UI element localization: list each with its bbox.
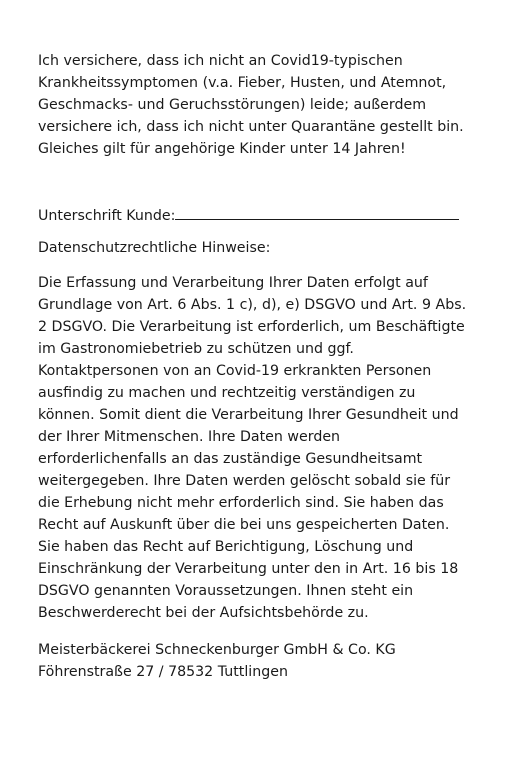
privacy-line: ausfindig zu machen und rechtzeitig verständigen zu bbox=[38, 385, 416, 401]
privacy-notice bbox=[38, 272, 488, 624]
privacy-line: die Erhebung nicht mehr erforderlich sind. Sie haben das bbox=[38, 495, 444, 511]
signature-label: Unterschrift Kunde: bbox=[38, 208, 176, 224]
privacy-line: können. Somit dient die Verarbeitung Ihrer Gesundheit und bbox=[38, 407, 459, 423]
privacy-line: Die Erfassung und Verarbeitung Ihrer Daten erfolgt auf bbox=[38, 275, 428, 291]
health-declaration bbox=[38, 50, 488, 160]
declaration-line: Krankheitssymptomen (v.a. Fieber, Husten, und Atemnot, bbox=[38, 75, 447, 91]
declaration-line: Ich versichere, dass ich nicht an Covid19-typischen bbox=[38, 53, 403, 69]
privacy-heading: Datenschutzrechtliche Hinweise: bbox=[38, 240, 271, 256]
privacy-line: Beschwerderecht bei der Aufsichtsbehörde zu. bbox=[38, 605, 369, 621]
signature-line bbox=[175, 205, 459, 220]
declaration-line: Gleiches gilt für angehörige Kinder unter 14 Jahren! bbox=[38, 141, 406, 157]
privacy-line: Grundlage von Art. 6 Abs. 1 c), d), e) DSGVO und Art. 9 Abs. bbox=[38, 297, 467, 313]
company-address: Föhrenstraße 27 / 78532 Tuttlingen bbox=[38, 664, 288, 680]
privacy-line: Sie haben das Recht auf Berichtigung, Löschung und bbox=[38, 539, 414, 555]
privacy-line: der Ihrer Mitmenschen. Ihre Daten werden bbox=[38, 429, 341, 445]
declaration-line: Geschmacks- und Geruchsstörungen) leide; außerdem bbox=[38, 97, 427, 113]
company-footer bbox=[38, 639, 488, 683]
declaration-line: versichere ich, dass ich nicht unter Quarantäne gestellt bin. bbox=[38, 119, 464, 135]
privacy-line: 2 DSGVO. Die Verarbeitung ist erforderlich, um Beschäftigte bbox=[38, 319, 465, 335]
company-name: Meisterbäckerei Schneckenburger GmbH & Co. KG bbox=[38, 642, 396, 658]
privacy-line: DSGVO genannten Voraussetzungen. Ihnen steht ein bbox=[38, 583, 414, 599]
privacy-line: Einschränkung der Verarbeitung unter den in Art. 16 bis 18 bbox=[38, 561, 459, 577]
privacy-line: Recht auf Auskunft über die bei uns gespeicherten Daten. bbox=[38, 517, 450, 533]
privacy-line: im Gastronomiebetrieb zu schützen und ggf. bbox=[38, 341, 354, 357]
privacy-line: Kontaktpersonen von an Covid-19 erkrankten Personen bbox=[38, 363, 432, 379]
privacy-line: weitergegeben. Ihre Daten werden gelöscht sobald sie für bbox=[38, 473, 451, 489]
signature-field bbox=[38, 205, 488, 227]
privacy-line: erforderlichenfalls an das zuständige Gesundheitsamt bbox=[38, 451, 423, 467]
document-page bbox=[38, 50, 488, 683]
